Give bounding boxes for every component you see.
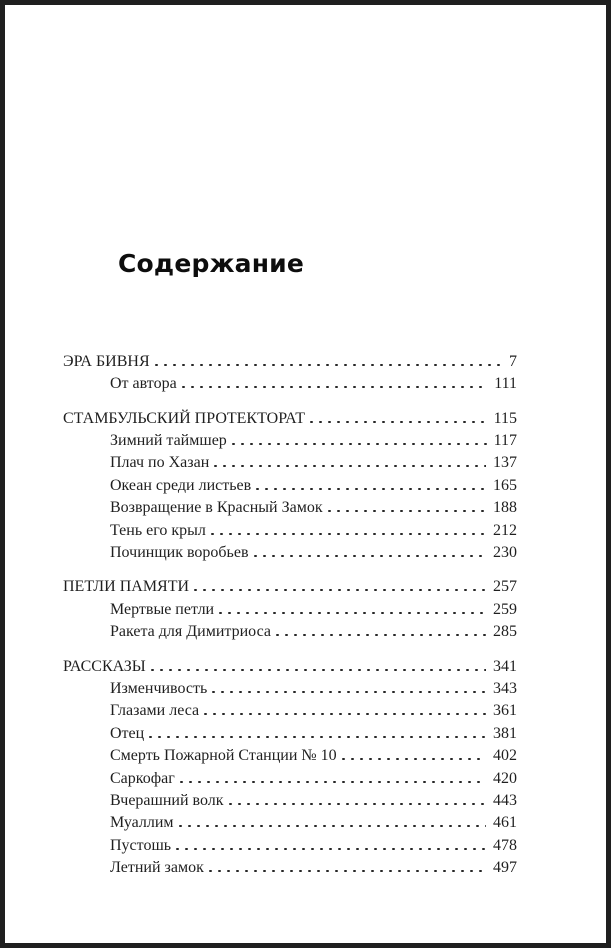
toc-entry (63, 576, 517, 598)
toc-entry (63, 656, 517, 678)
dot-leader (149, 736, 486, 738)
toc-entry-title: ЭРА БИВНЯ (63, 352, 150, 370)
toc-entry-page: 230 (493, 544, 517, 561)
toc-entry-page: 117 (493, 431, 517, 449)
toc-entry (63, 373, 517, 395)
toc-entry-page: 115 (493, 409, 517, 427)
toc-entry (63, 520, 517, 542)
toc-group (63, 408, 517, 565)
toc-entry (63, 408, 517, 430)
dot-leader (182, 386, 488, 388)
toc-entry (63, 790, 517, 812)
toc-entry-page: 165 (493, 476, 517, 494)
toc-entry-title: Плач по Хазан (110, 454, 210, 472)
dot-leader (254, 555, 486, 557)
toc-entry-page: 341 (493, 657, 517, 675)
toc-entry-title: РАССКАЗЫ (63, 657, 146, 675)
dot-leader (176, 848, 486, 850)
toc-entry (63, 835, 517, 857)
toc-entry-page: 497 (493, 859, 517, 877)
dot-leader (310, 421, 487, 423)
dot-leader (276, 634, 486, 636)
dot-leader (212, 691, 486, 693)
toc-entry (63, 723, 517, 745)
toc-entry-title: СТАМБУЛЬСКИЙ ПРОТЕКТОРАТ (63, 409, 305, 427)
dot-leader (211, 533, 486, 535)
toc-entry-title: Починщик воробьев (110, 544, 249, 561)
dot-leader (194, 589, 486, 591)
dot-leader (219, 612, 486, 614)
toc-entry-page: 212 (493, 521, 517, 539)
toc-entry-page: 188 (493, 499, 517, 517)
toc-entry-page: 343 (493, 680, 517, 698)
toc-entry (63, 857, 517, 879)
toc-entry-page: 478 (493, 836, 517, 854)
toc-entry-page: 461 (493, 814, 517, 832)
toc-entry-page: 420 (493, 769, 517, 787)
toc-entry (63, 768, 517, 790)
toc-entry (63, 452, 517, 474)
dot-leader (179, 825, 486, 827)
dot-leader (151, 669, 486, 671)
dot-leader (232, 443, 487, 445)
toc-entry-page: 443 (493, 792, 517, 810)
toc-entry-title: ПЕТЛИ ПАМЯТИ (63, 578, 190, 596)
toc-entry-title: Мертвые петли (110, 600, 215, 618)
toc-entry-page: 285 (493, 623, 517, 641)
toc-entry-title: От автора (110, 375, 177, 393)
dot-leader (204, 713, 486, 715)
dot-leader (214, 465, 486, 467)
toc-entry (63, 700, 517, 722)
toc-entry-page: 137 (493, 454, 517, 472)
dot-leader (229, 803, 486, 805)
toc (5, 351, 606, 880)
toc-entry-title: Смерть Пожарной Станции № 10 (110, 747, 337, 765)
toc-entry-page: 7 (509, 352, 517, 370)
dot-leader (209, 870, 486, 872)
toc-entry (63, 542, 517, 564)
dot-leader (180, 781, 486, 783)
toc-entry-title: Ракета для Димитриоса (110, 623, 271, 641)
toc-entry-title: Пустошь (110, 836, 172, 854)
toc-entry-page: 381 (493, 724, 517, 742)
toc-entry (63, 812, 517, 834)
toc-entry (63, 497, 517, 519)
toc-entry-page: 111 (494, 375, 517, 393)
toc-entry-title: Глазами леса (110, 702, 200, 720)
dot-leader (256, 488, 486, 490)
toc-entry (63, 351, 517, 373)
toc-entry (63, 599, 517, 621)
toc-group (63, 576, 517, 643)
toc-entry-title: Изменчивость (110, 680, 208, 698)
toc-entry-title: Тень его крыл (110, 521, 206, 539)
toc-entry-page: 259 (493, 600, 517, 618)
page-title: Содержание (118, 249, 305, 278)
toc-group (63, 656, 517, 880)
toc-entry-page: 257 (493, 578, 517, 596)
dot-leader (328, 510, 486, 512)
dot-leader (155, 364, 502, 366)
toc-entry-page: 402 (493, 747, 517, 765)
toc-entry-page: 361 (493, 702, 517, 720)
toc-entry (63, 621, 517, 643)
toc-entry (63, 745, 517, 767)
toc-entry-title: Летний замок (110, 859, 204, 877)
toc-entry-title: Отец (110, 724, 145, 742)
toc-entry (63, 430, 517, 452)
toc-entry-title: Саркофаг (110, 769, 175, 787)
toc-entry-title: Океан среди листьев (110, 476, 252, 494)
toc-entry (63, 475, 517, 497)
toc-entry (63, 678, 517, 700)
toc-entry-title: Зимний таймшер (110, 431, 227, 449)
toc-entry-title: Вчерашний волк (110, 792, 224, 810)
toc-group (63, 351, 517, 396)
toc-entry-title: Муаллим (110, 814, 174, 832)
dot-leader (342, 758, 486, 760)
toc-entry-title: Возвращение в Красный Замок (110, 499, 323, 517)
